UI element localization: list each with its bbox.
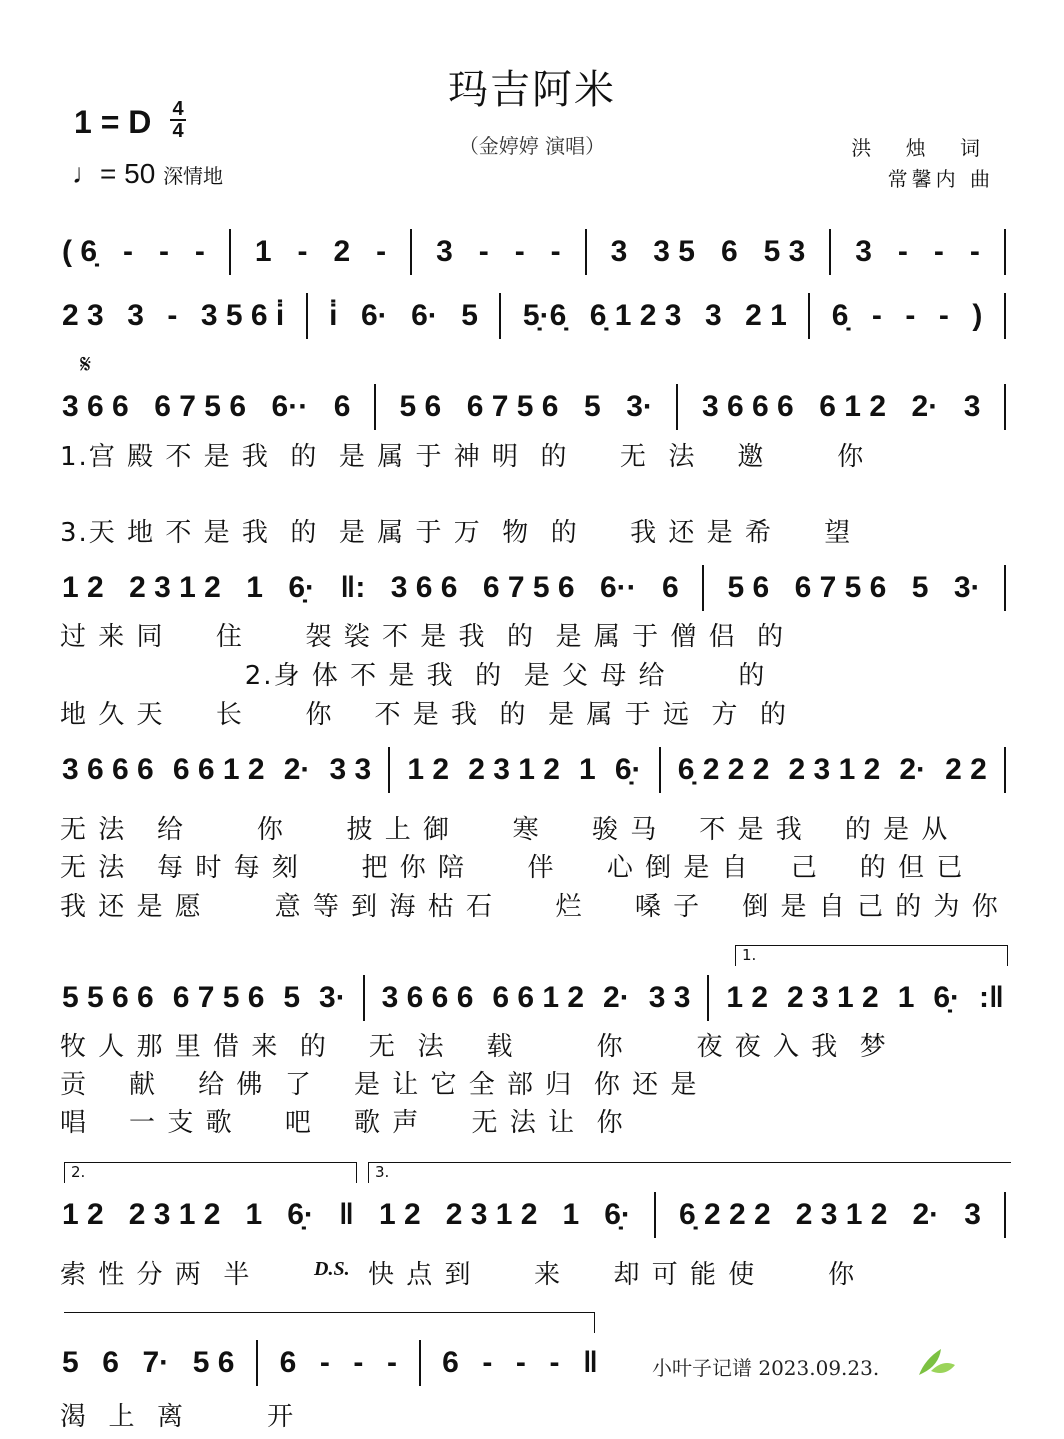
note-group: ) [972, 299, 983, 332]
barline [363, 975, 365, 1021]
note-group: 6 7 5 6 [794, 571, 887, 604]
note-group: 1 2 [378, 1198, 421, 1231]
note-group: 6·· [271, 390, 309, 423]
note-group: 2 3 1 2 [445, 1198, 538, 1231]
barline [374, 384, 376, 430]
note-group: 2 3 1 2 [786, 981, 879, 1014]
song-title: 玛吉阿米 [448, 67, 616, 113]
note-group: 1 [246, 571, 263, 604]
notation-row [60, 1195, 1006, 1235]
note-group: 6 [102, 1346, 119, 1379]
note-group: 6· [411, 299, 438, 332]
note-group: 3 6 6 6 [381, 981, 474, 1014]
note-group: 2· [899, 753, 927, 786]
note-group: 6 [333, 390, 351, 423]
lyricist-credit: 洪 烛 词 [851, 136, 994, 160]
note-group: ( 6̣ [62, 235, 98, 268]
note-group: 6 6 1 2 [172, 753, 265, 786]
notation-row [60, 978, 1006, 1018]
note-group: 6̣· [614, 753, 642, 786]
note-group: - [297, 235, 308, 268]
segno-icon: 𝄋 [80, 350, 92, 380]
barline [499, 293, 501, 339]
lyrics-line: 过 来 同 住 袈 裟 不 是 我 的 是 属 于 僧 侣 的 [60, 622, 786, 652]
note-group: 3 6 6 [390, 571, 458, 604]
note-group: 1 [254, 235, 272, 268]
lyrics-line: 唱 一 支 歌 吧 歌 声 无 法 让 你 [60, 1108, 625, 1138]
note-group: ‖: [340, 571, 366, 604]
note-group: 6 7 5 6 [172, 981, 265, 1014]
notation-row [60, 568, 1006, 608]
note-group: 3· [953, 571, 981, 604]
transcriber-signature: 小叶子记谱 2023.09.23. [652, 1356, 880, 1380]
lyrics-line: 无 法 每 时 每 刻 把 你 陪 伴 心 倒 是 自 己 的 但 已 [60, 853, 965, 883]
note-group: 3 6 6 [62, 390, 129, 423]
note-group: 2 3 1 2 [128, 1198, 221, 1231]
note-group: 3· [319, 981, 346, 1014]
note-group: 2· [283, 753, 311, 786]
quarter-note-icon: ♩ [72, 158, 100, 189]
notation-row [60, 1343, 600, 1383]
note-group: - [122, 235, 133, 268]
barline [229, 229, 231, 275]
lyrics-line: 索 性 分 两 半 [60, 1260, 252, 1290]
note-group: 3 5 6 i̇ [200, 299, 285, 332]
note-group: 1 [245, 1198, 263, 1231]
note-group: 5 6 [399, 390, 442, 423]
lyrics-line: 1.宫 殿 不 是 我 的 是 属 于 神 明 的 无 法 邀 你 [60, 442, 866, 472]
note-group: - [515, 1346, 526, 1379]
note-group: - [969, 235, 980, 268]
note-group: 6 7 5 6 [482, 571, 575, 604]
note-group: 6 1 2 [819, 390, 887, 423]
note-group: - [897, 235, 908, 268]
note-group: ‖ [338, 1198, 354, 1231]
note-group: 2 3 1 2 [788, 753, 881, 786]
lyrics-line: 无 法 给 你 披 上 御 寒 骏 马 不 是 我 的 是 从 [60, 815, 950, 845]
barline [585, 229, 587, 275]
note-group: 6 [279, 1346, 297, 1379]
note-group: 3 3 [648, 981, 691, 1014]
note-group: :‖ [978, 981, 1004, 1014]
volta-3: 3. [368, 1162, 1011, 1183]
note-group: 2 1 [745, 299, 787, 332]
composer-credit: 常馨内 曲 [887, 167, 994, 191]
volta-1: 1. [735, 945, 1008, 966]
note-group: 6· [360, 299, 388, 332]
barline [256, 1340, 258, 1386]
note-group: 6̣ 2 2 2 [677, 753, 770, 786]
note-group: 5 [62, 1346, 79, 1379]
note-group: 2 3 1 2 [795, 1198, 888, 1231]
note-group: 5 [283, 981, 301, 1014]
barline [1004, 1192, 1006, 1238]
note-group: 3 [963, 390, 981, 423]
note-group: 1 2 [407, 753, 450, 786]
note-group: 6̣· [288, 571, 316, 604]
note-group: - [194, 235, 205, 268]
note-group: - [550, 235, 561, 268]
note-group: 6 7 5 6 [466, 390, 559, 423]
time-signature-bottom: 4 [172, 120, 184, 142]
barline [306, 293, 308, 339]
note-group: - [871, 299, 882, 332]
volta-3-continued [64, 1312, 595, 1333]
note-group: 3 [610, 235, 628, 268]
note-group: 2 3 1 2 [468, 753, 560, 786]
lyrics-line: 牧 人 那 里 借 来 的 无 法 载 你 夜 夜 入 我 梦 [60, 1032, 888, 1062]
notation-row [60, 296, 1006, 336]
note-group: 6̣· [604, 1198, 631, 1231]
barline [1004, 384, 1006, 430]
leaf-icon [915, 1345, 957, 1377]
note-group: 6 [720, 235, 738, 268]
note-group: 6 [662, 571, 679, 604]
note-group: 1 [579, 753, 596, 786]
note-group: - [938, 299, 949, 332]
note-group: 1 2 [726, 981, 769, 1014]
note-group: 5 5 6 6 [62, 981, 154, 1014]
barline [829, 229, 831, 275]
note-group: 5 [911, 571, 929, 604]
note-group: - [482, 1346, 493, 1379]
note-group: 7· [142, 1346, 170, 1379]
note-group: 3 [436, 235, 453, 268]
note-group: 3 [127, 299, 144, 332]
note-group: - [549, 1346, 560, 1379]
barline [1004, 229, 1006, 275]
note-group: 2· [912, 1198, 940, 1231]
key-signature: 1 = D [74, 104, 152, 140]
lyrics-line: 地 久 天 长 你 不 是 我 的 是 属 于 远 方 的 [60, 700, 788, 730]
note-group: 5̣·6̣ [522, 299, 567, 332]
barline [808, 293, 810, 339]
notation-row [60, 750, 1006, 790]
barline [1004, 293, 1006, 339]
note-group: 3 5 [653, 235, 695, 268]
note-group: ‖ [583, 1346, 598, 1379]
note-group: 6̣· [287, 1198, 314, 1231]
note-group: - [478, 235, 489, 268]
tempo-marking: ♩= 50 深情地 [72, 158, 224, 189]
note-group: - [376, 235, 387, 268]
barline [1004, 747, 1006, 793]
note-group: 6̣· [933, 981, 961, 1014]
barline [707, 975, 709, 1021]
note-group: 3 6 6 6 [702, 390, 794, 423]
note-group: - [319, 1346, 330, 1379]
barline [388, 747, 390, 793]
note-group: 3 6 6 6 [62, 753, 154, 786]
barline [419, 1340, 421, 1386]
note-group: 5 6 [192, 1346, 235, 1379]
note-group: 2· [603, 981, 630, 1014]
barline [659, 747, 661, 793]
volta-2: 2. [64, 1162, 357, 1183]
note-group: 5 [584, 390, 601, 423]
note-group: 6 [442, 1346, 459, 1379]
note-group: 3 [704, 299, 722, 332]
note-group: 6̣ [831, 299, 849, 332]
lyrics-line: 3.天 地 不 是 我 的 是 属 于 万 物 的 我 还 是 希 望 [60, 518, 853, 548]
barline [654, 1192, 656, 1238]
note-group: 5 3 [763, 235, 806, 268]
time-signature [170, 100, 186, 140]
note-group: 5 [461, 299, 478, 332]
barline [1004, 565, 1006, 611]
barline [702, 565, 704, 611]
note-group: 2 3 1 2 [129, 571, 221, 604]
note-group: i̇ [329, 299, 338, 332]
note-group: 1 2 [62, 571, 104, 604]
dal-segno-mark: D.S. [314, 1258, 350, 1280]
note-group: 1 [897, 981, 915, 1014]
note-group: 3· [626, 390, 653, 423]
note-group: - [167, 299, 178, 332]
note-group: 6̣ 2 2 2 [678, 1198, 771, 1231]
lyrics-line: 贡 献 给 佛 了 是 让 它 全 部 归 你 还 是 [60, 1070, 699, 1100]
lyrics-line: 2.身 体 不 是 我 的 是 父 母 给 的 [60, 661, 767, 691]
note-group: - [158, 235, 169, 268]
note-group: 3 3 [329, 753, 372, 786]
note-group: 1 2 [62, 1198, 104, 1231]
notation-row [60, 387, 1006, 427]
expression: 深情地 [163, 164, 224, 188]
note-group: 2 3 [62, 299, 104, 332]
note-group: - [386, 1346, 397, 1379]
singer-credit: （金婷婷 演唱） [458, 134, 606, 158]
note-group: 2 [333, 235, 351, 268]
note-group: 6 7 5 6 [154, 390, 247, 423]
note-group: 6̣ 1 2 3 [589, 299, 682, 332]
note-group: 3 [964, 1198, 981, 1231]
note-group: - [514, 235, 525, 268]
barline [676, 384, 678, 430]
note-group: 5 6 [727, 571, 770, 604]
lyrics-line: 我 还 是 愿 意 等 到 海 枯 石 烂 嗓 子 倒 是 自 己 的 为 你 [60, 892, 1000, 922]
lyrics-line-cut: 渴 上 离 开 [60, 1402, 296, 1432]
notation-row [60, 232, 1006, 272]
note-group: 1 [562, 1198, 580, 1231]
barline [410, 229, 412, 275]
note-group: - [933, 235, 944, 268]
note-group: - [353, 1346, 364, 1379]
note-group: - [905, 299, 916, 332]
note-group: 2· [911, 390, 939, 423]
note-group: 3 [855, 235, 872, 268]
note-group: 2 2 [945, 753, 987, 786]
time-signature-top: 4 [172, 98, 184, 120]
note-group: 6·· [599, 571, 637, 604]
lyrics-line: 快 点 到 来 却 可 能 使 你 [368, 1260, 857, 1290]
note-group: 6 6 1 2 [492, 981, 585, 1014]
